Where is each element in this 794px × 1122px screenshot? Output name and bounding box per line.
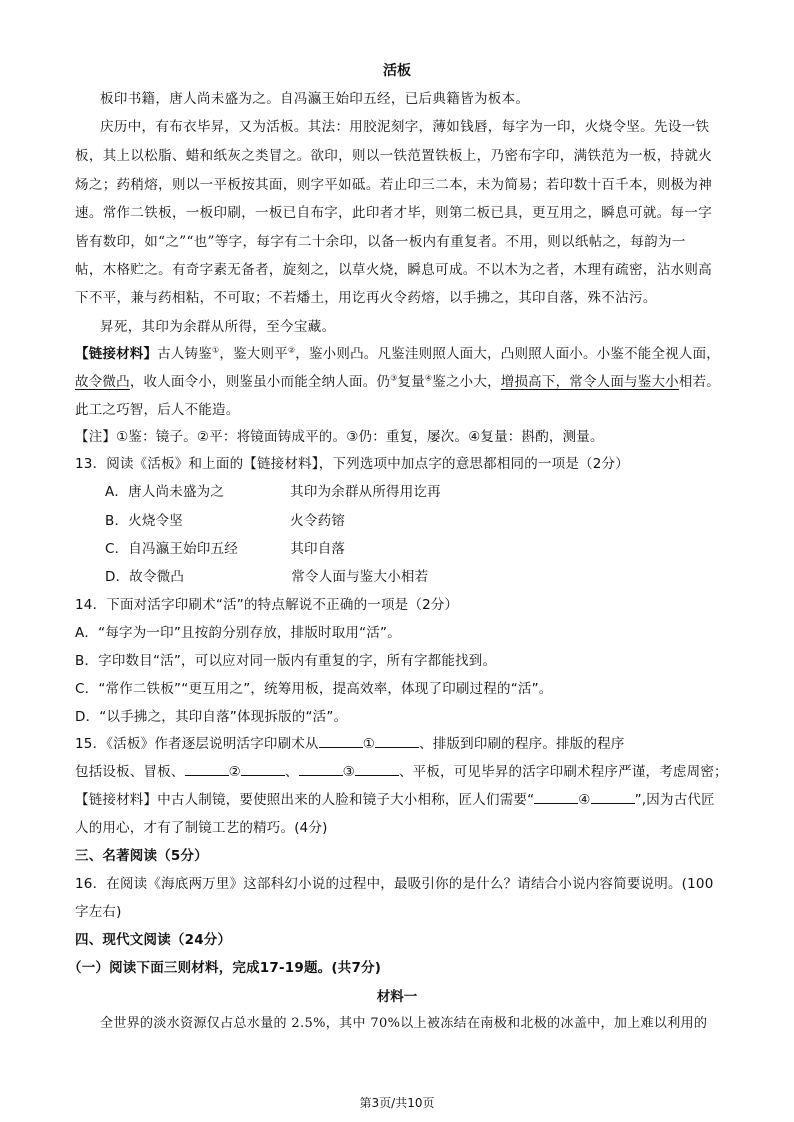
question-14-stem: 14．下面对活字印刷术“活”的特点解说不正确的一项是（2分）: [75, 597, 459, 613]
passage-line: 板印书籍，唐人尚未盛为之。自冯瀛王始印五经，已后典籍皆为板本。: [100, 91, 530, 107]
q14-option-d: D．“以手拂之，其印自落”体现拆版的“活”。: [75, 709, 348, 725]
option-phrase: 其印自落: [290, 541, 346, 557]
passage-title: 活板: [383, 63, 411, 79]
text-span: 古人铸鉴: [157, 346, 213, 362]
text-span: 、: [284, 764, 299, 780]
option-phrase: 火烧令坚: [128, 513, 183, 529]
option-phrase: 自冯瀛王始印五经: [128, 541, 238, 557]
footnote-mark: ③: [390, 373, 398, 383]
text-span: 、平板，可见毕昇的活字印刷术程序严谨，考虑周密；: [398, 764, 728, 780]
question-15-line: [75, 791, 715, 809]
footnote-mark: ①: [212, 345, 220, 355]
text-span: 复量: [397, 374, 425, 390]
text-span: ”,因为古代匠: [634, 792, 715, 808]
section-heading: 三、名著阅读（5分）: [75, 848, 208, 864]
link-material-line: [75, 373, 720, 391]
q14-option-c: C．“常作二铁板”“更互用之”，统筹用板，提高效率，体现了印刷过程的“活”。: [75, 681, 553, 697]
material-line: 全世界的淡水资源仅占总水量的 2.5%，其中 70%以上被冻结在南极和北极的冰盖中，加上难以利用的: [100, 1016, 708, 1031]
underlined-phrase: 增损高下，常令人面与鉴大小: [500, 374, 679, 390]
blank-marker: ②: [228, 764, 241, 780]
text-span: 【链接材料】中古人制镜，要使照出来的人脸和镜子大小相称，匠人们需要“: [75, 792, 535, 808]
question-13-stem: 13．阅读《活板》和上面的【链接材料】，下列选项中加点字的意思都相同的一项是（2分）: [75, 456, 629, 472]
footnote-mark: ④: [424, 373, 433, 383]
option-phrase: 唐人尚未盛为之: [128, 484, 225, 500]
note-line: 【注】①鉴：镜子。②平：将镜面铸成平的。③仍：重复，屡次。④复量：斟酌，测量。: [75, 429, 604, 445]
question-15-line: [75, 763, 728, 781]
link-material-line: 此工之巧智，后人不能造。: [75, 402, 240, 418]
blank-marker: ③: [342, 764, 355, 780]
answer-blank[interactable]: [185, 763, 229, 776]
text-span: 包括设板、冒板、: [75, 764, 185, 780]
option-letter: C．: [105, 541, 129, 557]
option-phrase: 其印为余群从所得用讫再: [290, 484, 441, 500]
passage-line: 板，其上以松脂、蜡和纸灰之类冒之。欲印，则以一铁范置铁板上，乃密布字印，满铁范为一板，持就火: [75, 148, 713, 164]
material-title: 材料一: [376, 989, 418, 1005]
answer-blank[interactable]: [534, 791, 578, 804]
passage-line: 皆有数印，如“之”“也”等字，每字有二十余印，以备一板内有重复者。不用，则以纸帖之，每韵为一: [75, 234, 686, 250]
q14-option-b: B．字印数目“活”，可以应对同一版内有重复的字，所有字都能找到。: [75, 653, 497, 669]
section-heading: 四、现代文阅读（24分）: [75, 932, 232, 948]
option-letter: D．: [105, 569, 130, 585]
question-16-line: 字左右): [75, 904, 122, 920]
link-material-label: 【链接材料】: [75, 346, 158, 362]
text-span: 鉴之小大，: [432, 374, 501, 390]
text-span: 15．《活板》作者逐层说明活字印刷术从: [75, 736, 319, 752]
answer-blank[interactable]: [299, 763, 343, 776]
answer-blank[interactable]: [591, 791, 635, 804]
answer-blank[interactable]: [375, 735, 419, 748]
text-span: 、排版到印刷的程序。排版的程序: [419, 736, 625, 752]
answer-blank[interactable]: [319, 735, 363, 748]
passage-line: 帖，木格贮之。有奇字素无备者，旋刻之，以草火烧，瞬息可成。不以木为之者，木理有疏密，沾水则高: [75, 262, 713, 278]
q13-option-b: [105, 512, 345, 530]
text-span: 相若。: [678, 374, 720, 390]
option-phrase: 常令人面与鉴大小相若: [291, 569, 429, 585]
blank-marker: ④: [578, 792, 591, 808]
question-15-line: [75, 735, 625, 753]
option-letter: A．: [105, 484, 129, 500]
blank-marker: ①: [362, 736, 376, 752]
passage-line: 庆历中，有布衣毕昇，又为活板。其法：用胶泥刻字，薄如钱唇，每字为一印，火烧令坚。先设一铁: [100, 119, 710, 135]
q14-option-a: A．“每字为一印”且按韵分别存放，排版时取用“活”。: [75, 625, 401, 641]
option-phrase: 火令药镕: [290, 513, 345, 529]
option-phrase: 故令微凸: [129, 569, 185, 585]
passage-line: 下不平，兼与药相粘，不可取；不若燔土，用讫再火令药熔，以手拂之，其印自落，殊不沾污。: [75, 290, 657, 306]
q13-option-a: [105, 483, 441, 501]
answer-blank[interactable]: [355, 763, 399, 776]
text-span: ，收人面令小，则鉴虽小而能全纳人面。仍: [129, 374, 391, 390]
q13-option-d: [105, 568, 428, 586]
passage-line: 炀之；药稍熔，则以一平板按其面，则字平如砥。若止印三二本，未为简易；若印数十百千本，则极为神: [75, 177, 713, 193]
passage-line: 昇死，其印为余群从所得，至今宝藏。: [100, 319, 336, 335]
q13-option-c: [105, 540, 345, 558]
answer-blank[interactable]: [241, 763, 285, 776]
text-span: ，鉴小则凸。凡鉴洼则照人面大，凸则照人面小。小鉴不能全视人面，: [295, 346, 720, 362]
question-15-line: 人的用心，才有了制镜工艺的精巧。(4分): [75, 820, 328, 836]
link-material-line: [75, 345, 720, 363]
text-span: ，鉴大则平: [219, 346, 288, 362]
passage-line: 速。常作二铁板，一板印刷，一板已自布字，此印者才毕，则第二板已具，更互用之，瞬息可就。每一字: [75, 205, 713, 221]
option-letter: B．: [105, 513, 129, 529]
underlined-phrase: 故令微凸: [75, 374, 130, 390]
footnote-mark: ②: [287, 345, 296, 355]
subsection-heading: （一）阅读下面三则材料，完成17-19题。(共7分): [68, 960, 382, 976]
page-footer: 第3页/共10页: [359, 1096, 435, 1110]
question-16-line: 16．在阅读《海底两万里》这部科幻小说的过程中，最吸引你的是什么？请结合小说内容简要说明。(100: [75, 876, 714, 892]
